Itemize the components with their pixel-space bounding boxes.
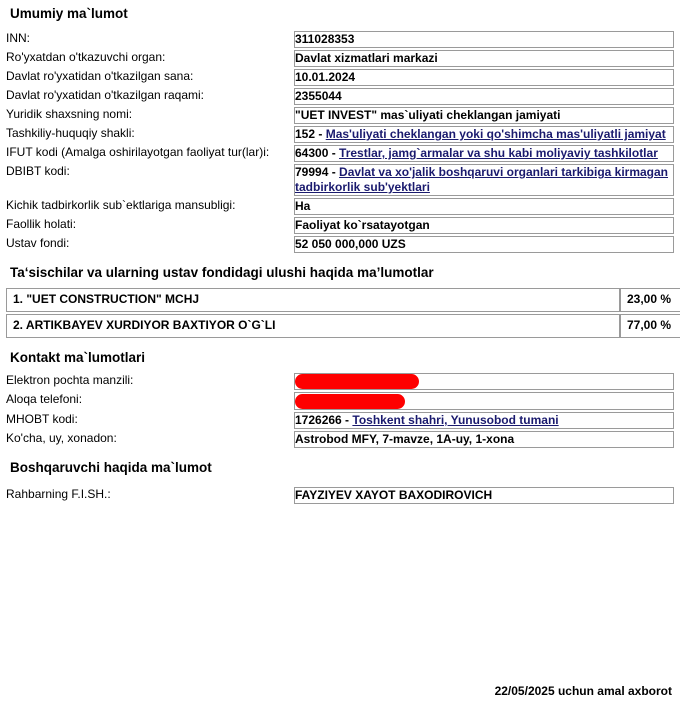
table-row xyxy=(6,236,674,253)
row-label: INN: xyxy=(6,31,30,45)
table-row xyxy=(6,314,680,338)
row-label: Tashkiliy-huquqiy shakli: xyxy=(6,126,135,140)
document-page xyxy=(0,6,680,706)
row-value: 79994 - Davlat va xo'jalik boshqaruvi organlari tarkibiga kirmagan tadbirkorlik sub'yektlari xyxy=(294,164,674,196)
founders-section-title: Ta‘sischilar va ularning ustav fondidagi ulushi haqida ma’lumotlar xyxy=(10,265,434,280)
classifier-link[interactable]: Mas'uliyati cheklangan yoki qo'shimcha mas'uliyatli jamiyat xyxy=(325,127,666,141)
table-row xyxy=(6,217,674,234)
table-row xyxy=(6,487,674,504)
code-value: 152 xyxy=(295,127,316,141)
founder-name: 2. ARTIKBAYEV XURDIYOR BAXTIYOR O`G`LI xyxy=(6,314,620,338)
row-label: MHOBT kodi: xyxy=(6,411,78,426)
row-value: 2355044 xyxy=(294,88,674,105)
row-label: Rahbarning F.I.SH.: xyxy=(6,486,111,501)
row-label: Yuridik shaxsning nomi: xyxy=(6,107,133,121)
row-label: Elektron pochta manzili: xyxy=(6,373,134,387)
row-value-redacted xyxy=(294,392,674,409)
row-value: Astrobod MFY, 7-mavze, 1A-uy, 1-xona xyxy=(294,431,674,448)
code-value: 64300 xyxy=(295,146,329,160)
row-label: Ko'cha, uy, xonadon: xyxy=(6,430,117,445)
row-label: Davlat ro'yxatidan o'tkazilgan sana: xyxy=(6,69,194,83)
table-row xyxy=(6,288,680,312)
row-value: 1726266 - Toshkent shahri, Yunusobod tumani xyxy=(294,412,674,429)
contact-info-table xyxy=(6,371,674,450)
row-label: Ustav fondi: xyxy=(6,236,70,250)
founder-share: 77,00 % xyxy=(620,314,680,338)
row-value: Davlat xizmatlari markazi xyxy=(294,50,674,67)
founder-share: 23,00 % xyxy=(620,288,680,312)
table-row xyxy=(6,373,674,390)
manager-section-title: Boshqaruvchi haqida ma`lumot xyxy=(10,459,212,475)
row-label: IFUT kodi (Amalga oshirilayotgan faoliyat tur(lar)i: xyxy=(6,145,270,159)
row-label: Faollik holati: xyxy=(6,217,77,231)
founders-table xyxy=(6,286,680,340)
row-label: Kichik tadbirkorlik sub`ektlariga mansubligi: xyxy=(6,198,236,212)
table-row xyxy=(6,198,674,215)
table-row xyxy=(6,392,674,409)
code-value: 1726266 xyxy=(295,412,342,427)
table-row xyxy=(6,126,674,143)
table-row xyxy=(6,412,674,429)
table-row xyxy=(6,50,674,67)
code-value: 79994 xyxy=(295,165,329,179)
table-row xyxy=(6,88,674,105)
table-row xyxy=(6,69,674,86)
row-value: FAYZIYEV XAYOT BAXODIROVICH xyxy=(294,487,674,504)
row-value: "UET INVEST" mas`uliyati cheklangan jamiyati xyxy=(294,107,674,124)
general-section-title: Umumiy ma`lumot xyxy=(10,6,128,21)
row-label: Aloqa telefoni: xyxy=(6,392,83,407)
row-value: 10.01.2024 xyxy=(294,69,674,86)
contact-section-title: Kontakt ma`lumotlari xyxy=(10,350,146,365)
table-row xyxy=(6,431,674,448)
manager-info-table xyxy=(6,485,674,506)
redaction-bar xyxy=(295,374,419,389)
table-row xyxy=(6,145,674,162)
table-row xyxy=(6,164,674,196)
redaction-bar xyxy=(295,394,405,409)
row-value: 64300 - Trestlar, jamg`armalar va shu kabi moliyaviy tashkilotlar xyxy=(294,145,674,162)
row-value: Ha xyxy=(294,198,674,215)
classifier-link[interactable]: Toshkent shahri, Yunusobod tumani xyxy=(352,412,559,427)
classifier-link[interactable]: Trestlar, jamg`armalar va shu kabi moliyaviy tashkilotlar xyxy=(339,146,658,160)
row-label: Ro'yxatdan o'tkazuvchi organ: xyxy=(6,50,166,64)
row-label: Davlat ro'yxatidan o'tkazilgan raqami: xyxy=(6,88,205,102)
row-value: Faoliyat ko`rsatayotgan xyxy=(294,217,674,234)
row-value: 311028353 xyxy=(294,31,674,48)
founder-name: 1. "UET CONSTRUCTION" MCHJ xyxy=(6,288,620,312)
row-label: DBIBT kodi: xyxy=(6,164,70,178)
table-row xyxy=(6,31,674,48)
row-value-redacted xyxy=(294,373,674,390)
row-value: 152 - Mas'uliyati cheklangan yoki qo'shimcha mas'uliyatli jamiyat xyxy=(294,126,674,143)
classifier-link[interactable]: Davlat va xo'jalik boshqaruvi organlari tarkibiga kirmagan tadbirkorlik sub'yektlari xyxy=(295,165,669,194)
table-row xyxy=(6,107,674,124)
footer-note: 22/05/2025 uchun amal axborot xyxy=(494,684,672,698)
general-info-table xyxy=(6,29,674,255)
row-value: 52 050 000,000 UZS xyxy=(294,236,674,253)
